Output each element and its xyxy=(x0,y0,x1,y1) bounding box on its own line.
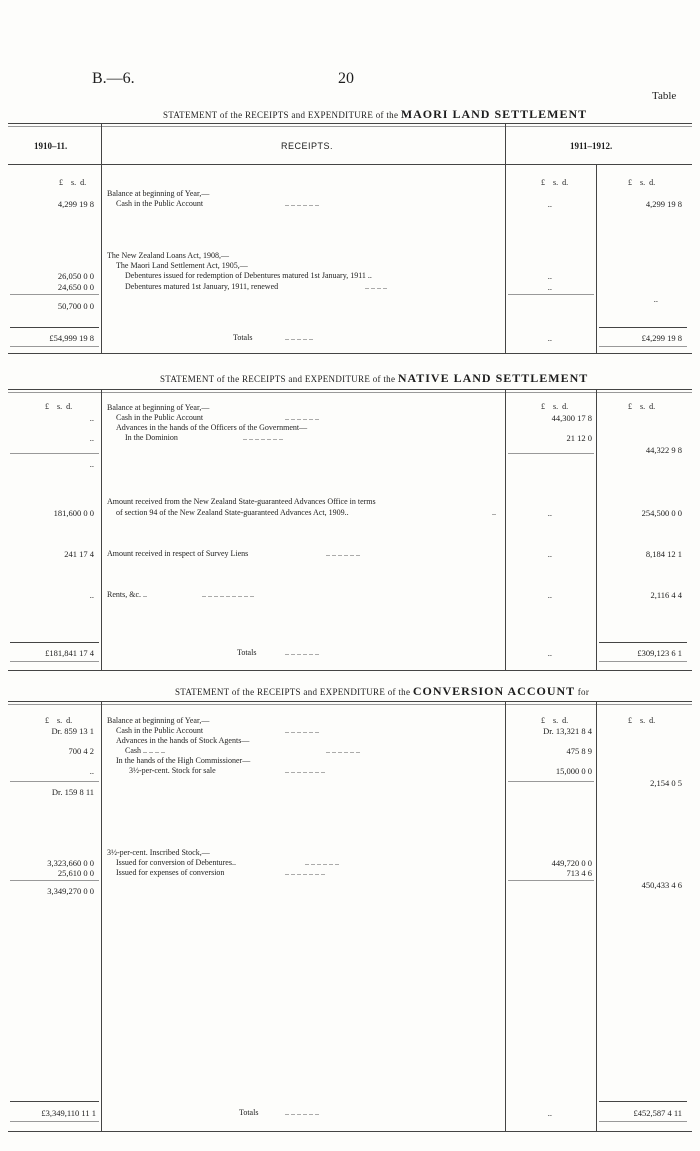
currency-header-a: £ s. d. xyxy=(541,716,569,725)
balance-heading: Balance at beginning of Year,— xyxy=(107,716,210,725)
amount-b-loans: .. xyxy=(653,294,658,304)
subtotal-1910-inscribed: 3,349,270 0 0 xyxy=(47,886,94,896)
cash-public-account: Cash in the Public Account xyxy=(116,413,204,422)
balance-heading: Balance at beginning of Year,— xyxy=(107,403,210,412)
amount-a-stock-cash: 475 8 9 xyxy=(566,746,592,756)
leader-dots: .. .. .. .. .. .. .. xyxy=(285,868,325,877)
amount-a-conversion: 449,720 0 0 xyxy=(551,858,592,868)
amount-1910-dominion: .. xyxy=(89,433,94,443)
in-the-dominion: In the Dominion xyxy=(125,433,178,442)
totals-label: Totals xyxy=(233,333,253,342)
rents: Rents, &c. .. xyxy=(107,590,147,599)
amount-b-inscribed: 450,433 4 6 xyxy=(641,880,682,890)
amount-b-balance: 2,154 0 5 xyxy=(650,778,682,788)
subtotal-1910-balance: Dr. 159 8 11 xyxy=(51,787,94,797)
amount-1910-renewed: 24,650 0 0 xyxy=(57,282,94,292)
amount-a-cash: .. xyxy=(547,199,552,209)
advances-office-line2: of section 94 of the New Zealand State-guaranteed Advances Act, 1909.. xyxy=(116,508,349,517)
leader-dots: .. .. .. .. xyxy=(365,282,387,291)
leader-dots: .. .. .. .. .. .. .. xyxy=(243,433,283,442)
amount-1910-expenses: 25,610 0 0 xyxy=(57,868,94,878)
subtotal-1910-loans: 50,700 0 0 xyxy=(57,301,94,311)
amount-1910-stock-sale: .. xyxy=(89,766,94,776)
maori-act-heading: The Maori Land Settlement Act, 1905,— xyxy=(116,261,248,270)
leader-dots: .. .. .. .. .. xyxy=(285,333,313,342)
issued-conversion: Issued for conversion of Debentures.. xyxy=(116,858,236,867)
leader-dots: .. .. .. .. .. .. xyxy=(305,858,339,867)
cash-public-account: Cash in the Public Account xyxy=(116,726,204,735)
column-year-1911-12: 1911–1912. xyxy=(570,141,613,151)
amount-a-rents: .. xyxy=(547,590,552,600)
statement-title: STATEMENT of the RECEIPTS and EXPENDITURE of the CONVERSION ACCOUNT for xyxy=(175,684,590,698)
amount-1910-cash: 4,299 19 8 xyxy=(57,199,94,209)
amount-a-renewed: .. xyxy=(547,282,552,292)
leader-dots: .. .. .. .. .. .. xyxy=(285,1108,319,1117)
stock-for-sale: 3½-per-cent. Stock for sale xyxy=(129,766,216,775)
totals-a: .. xyxy=(547,333,552,343)
amount-a-stock-sale: 15,000 0 0 xyxy=(555,766,592,776)
amount-b-survey: 8,184 12 1 xyxy=(645,549,682,559)
currency-header-b: £ s. d. xyxy=(628,402,656,411)
amount-1910-cash: Dr. 859 13 1 xyxy=(51,726,94,736)
currency-header-left: £ s. d. xyxy=(45,716,73,725)
leader-dots: .. xyxy=(492,508,496,517)
leader-dots: .. .. .. .. .. .. xyxy=(326,549,360,558)
amount-1910-survey: 241 17 4 xyxy=(64,549,94,559)
currency-header-a: £ s. d. xyxy=(541,178,569,187)
currency-header-b: £ s. d. xyxy=(628,716,656,725)
amount-a-redemption: .. xyxy=(547,271,552,281)
amount-1910-cash: .. xyxy=(89,413,94,423)
amount-a-cash: 44,300 17 8 xyxy=(551,413,592,423)
leader-dots: .. .. .. .. .. .. .. xyxy=(285,766,325,775)
currency-header-a: £ s. d. xyxy=(541,402,569,411)
amount-1910-stock-cash: 700 4 2 xyxy=(68,746,94,756)
column-receipts: RECEIPTS. xyxy=(281,141,334,151)
totals-1910: £3,349,110 11 1 xyxy=(41,1108,96,1118)
high-commissioner: In the hands of the High Commissioner— xyxy=(116,756,251,765)
leader-dots: .. .. .. .. .. .. xyxy=(285,413,319,422)
totals-label: Totals xyxy=(237,648,257,657)
amount-b-balance: 44,322 9 8 xyxy=(645,445,682,455)
totals-a: .. xyxy=(547,648,552,658)
amount-b-rents: 2,116 4 4 xyxy=(650,590,682,600)
stock-agents-cash: Cash .. .. .. .. xyxy=(125,746,165,755)
balance-heading: Balance at beginning of Year,— xyxy=(107,189,210,198)
debentures-renewed: Debentures matured 1st January, 1911, renewed xyxy=(125,282,279,291)
currency-header-left: £ s. d. xyxy=(59,178,87,187)
currency-header-left: £ s. d. xyxy=(45,402,73,411)
amount-a-dominion: 21 12 0 xyxy=(566,433,592,443)
loans-act-heading: The New Zealand Loans Act, 1908,— xyxy=(107,251,229,260)
leader-dots: .. .. .. .. .. .. xyxy=(326,746,360,755)
advances-officers: Advances in the hands of the Officers of the Government— xyxy=(116,423,308,432)
amount-1910-rents: .. xyxy=(89,590,94,600)
column-year-1910-11: 1910–11. xyxy=(34,141,68,151)
advances-stock-agents: Advances in the hands of Stock Agents— xyxy=(116,736,250,745)
page-number: 20 xyxy=(338,70,354,87)
totals-label: Totals xyxy=(239,1108,259,1117)
amount-b-cash: 4,299 19 8 xyxy=(645,199,682,209)
advances-office-line1: Amount received from the New Zealand State-guaranteed Advances Office in terms xyxy=(107,497,376,506)
amount-1910-advances: 181,600 0 0 xyxy=(53,508,94,518)
page-reference: B.—6. xyxy=(92,70,135,87)
amount-a-expenses: 713 4 6 xyxy=(566,868,592,878)
statement-title: STATEMENT of the RECEIPTS and EXPENDITURE of the NATIVE LAND SETTLEMENT xyxy=(160,371,589,385)
totals-1911: £309,123 6 1 xyxy=(637,648,682,658)
leader-dots: .. .. .. .. .. .. .. .. .. xyxy=(202,590,254,599)
totals-1910: £54,999 19 8 xyxy=(49,333,94,343)
totals-1911: £452,587 4 11 xyxy=(633,1108,682,1118)
totals-1910: £181,841 17 4 xyxy=(45,648,94,658)
amount-1910-conversion: 3,323,660 0 0 xyxy=(47,858,94,868)
table-label: Table xyxy=(652,90,677,102)
currency-header-b: £ s. d. xyxy=(628,178,656,187)
amount-a-survey: .. xyxy=(547,549,552,559)
leader-dots: .. .. .. .. .. .. xyxy=(285,648,319,657)
totals-1911: £4,299 19 8 xyxy=(641,333,682,343)
cash-public-account: Cash in the Public Account xyxy=(116,199,204,208)
leader-dots: .. .. .. .. .. .. xyxy=(285,726,319,735)
survey-liens: Amount received in respect of Survey Liens xyxy=(107,549,249,558)
subtotal-1910-balance: .. xyxy=(89,459,94,469)
amount-b-advances: 254,500 0 0 xyxy=(641,508,682,518)
issued-expenses: Issued for expenses of conversion xyxy=(116,868,225,877)
amount-1910-redemption: 26,050 0 0 xyxy=(57,271,94,281)
amount-a-advances: .. xyxy=(547,508,552,518)
statement-title: STATEMENT of the RECEIPTS and EXPENDITURE of the MAORI LAND SETTLEMENT xyxy=(163,107,588,121)
leader-dots: .. .. .. .. .. .. xyxy=(285,199,319,208)
amount-a-cash: Dr. 13,321 8 4 xyxy=(543,726,592,736)
inscribed-stock-heading: 3½-per-cent. Inscribed Stock,— xyxy=(107,848,210,857)
debentures-redemption: Debentures issued for redemption of Debentures matured 1st January, 1911 .. xyxy=(125,271,372,280)
totals-a: .. xyxy=(547,1108,552,1118)
